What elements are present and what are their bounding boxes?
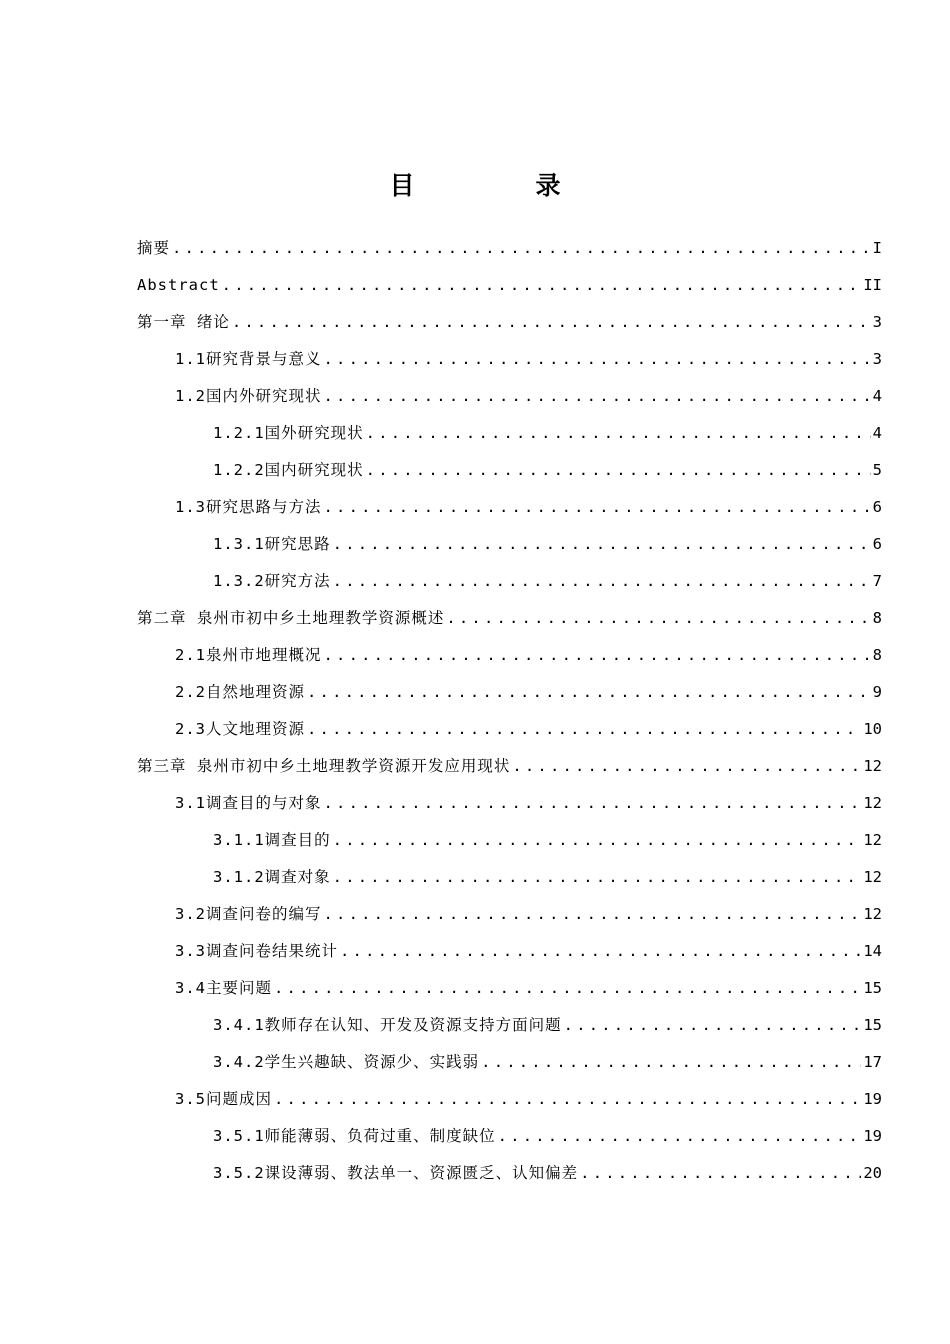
toc-entry[interactable]: [137, 1044, 882, 1081]
toc-entry-page-number: 19: [863, 1090, 882, 1108]
toc-entry[interactable]: [137, 785, 882, 822]
toc-entry-label: 1.3研究思路与方法: [175, 498, 322, 516]
toc-entry-label: 1.3.2研究方法: [213, 572, 331, 590]
toc-entry-page-number: 12: [863, 905, 882, 923]
toc-entry-label: 1.2.2国内研究现状: [213, 461, 364, 479]
toc-title: 目 录: [389, 171, 609, 200]
toc-dot-leader: [324, 637, 871, 674]
toc-entry[interactable]: [137, 822, 882, 859]
toc-entry-label: 3.5.2课设薄弱、教法单一、资源匮乏、认知偏差: [213, 1164, 579, 1182]
toc-entry[interactable]: [137, 859, 882, 896]
toc-entry-page-number: 3: [872, 350, 882, 368]
toc-entry[interactable]: [137, 415, 882, 452]
toc-entry[interactable]: [137, 896, 882, 933]
toc-entry[interactable]: [137, 933, 882, 970]
toc-entry-label: 第一章 绪论: [137, 313, 230, 331]
toc-dot-leader: [333, 859, 862, 896]
toc-dot-leader: [498, 1118, 862, 1155]
toc-dot-leader: [172, 230, 871, 267]
toc-dot-leader: [366, 415, 871, 452]
toc-entry-page-number: 7: [872, 572, 882, 590]
toc-entry-label: 3.1.1调查目的: [213, 831, 331, 849]
toc-entry-label: 3.5问题成因: [175, 1090, 272, 1108]
toc-dot-leader: [333, 822, 862, 859]
toc-entry-page-number: 19: [863, 1127, 882, 1145]
toc-entry[interactable]: [137, 452, 882, 489]
toc-entry-label: 第三章 泉州市初中乡土地理教学资源开发应用现状: [137, 757, 511, 775]
toc-dot-leader: [324, 785, 862, 822]
toc-entry-label: 3.2调查问卷的编写: [175, 905, 322, 923]
toc-entry-page-number: 12: [863, 757, 882, 775]
toc-dot-leader: [222, 267, 862, 304]
toc-dot-leader: [446, 600, 870, 637]
toc-entry-label: 1.1研究背景与意义: [175, 350, 322, 368]
toc-dot-leader: [324, 489, 871, 526]
toc-entry-page-number: 5: [872, 461, 882, 479]
toc-entry[interactable]: [137, 341, 882, 378]
toc-entry-label: 1.2.1国外研究现状: [213, 424, 364, 442]
toc-entry-page-number: 17: [863, 1053, 882, 1071]
toc-dot-leader: [366, 452, 871, 489]
toc-entry-label: 1.2国内外研究现状: [175, 387, 322, 405]
toc-dot-leader: [232, 304, 871, 341]
toc-dot-leader: [340, 933, 861, 970]
toc-dot-leader: [274, 1081, 861, 1118]
toc-entry[interactable]: [137, 637, 882, 674]
toc-dot-leader: [274, 970, 861, 1007]
toc-entry-page-number: 12: [863, 794, 882, 812]
toc-list: [137, 230, 882, 1192]
toc-entry[interactable]: [137, 267, 882, 304]
toc-entry-label: 3.1.2调查对象: [213, 868, 331, 886]
toc-entry[interactable]: [137, 711, 882, 748]
toc-entry[interactable]: [137, 1155, 882, 1192]
toc-entry[interactable]: [137, 748, 882, 785]
toc-entry-label: 3.3调查问卷结果统计: [175, 942, 338, 960]
toc-dot-leader: [564, 1007, 862, 1044]
toc-dot-leader: [481, 1044, 861, 1081]
toc-entry-page-number: 9: [872, 683, 882, 701]
toc-entry[interactable]: [137, 378, 882, 415]
toc-entry-label: 第二章 泉州市初中乡土地理教学资源概述: [137, 609, 445, 627]
toc-entry[interactable]: [137, 230, 882, 267]
toc-entry[interactable]: [137, 674, 882, 711]
toc-entry[interactable]: [137, 526, 882, 563]
toc-entry-label: 2.3人文地理资源: [175, 720, 305, 738]
toc-entry-page-number: 12: [863, 868, 882, 886]
toc-entry-page-number: 15: [863, 1016, 882, 1034]
toc-entry-label: 3.4.2学生兴趣缺、资源少、实践弱: [213, 1053, 480, 1071]
toc-entry-page-number: 8: [872, 646, 882, 664]
toc-entry-page-number: 4: [872, 424, 882, 442]
toc-entry[interactable]: [137, 304, 882, 341]
toc-entry[interactable]: [137, 1118, 882, 1155]
toc-entry[interactable]: [137, 1007, 882, 1044]
toc-entry-label: Abstract: [137, 276, 220, 294]
toc-entry-label: 2.2自然地理资源: [175, 683, 305, 701]
toc-entry[interactable]: [137, 489, 882, 526]
toc-entry-page-number: 8: [872, 609, 882, 627]
toc-entry[interactable]: [137, 970, 882, 1007]
toc-dot-leader: [333, 563, 871, 600]
toc-entry-page-number: 4: [872, 387, 882, 405]
toc-entry-page-number: 3: [872, 313, 882, 331]
toc-entry-label: 3.4主要问题: [175, 979, 272, 997]
toc-entry-label: 3.5.1师能薄弱、负荷过重、制度缺位: [213, 1127, 496, 1145]
toc-entry-page-number: 10: [863, 720, 882, 738]
toc-dot-leader: [324, 896, 862, 933]
toc-dot-leader: [512, 748, 861, 785]
toc-dot-leader: [307, 674, 871, 711]
toc-entry[interactable]: [137, 563, 882, 600]
toc-dot-leader: [324, 378, 871, 415]
toc-entry-page-number: 15: [863, 979, 882, 997]
toc-dot-leader: [333, 526, 871, 563]
toc-entry-page-number: 6: [872, 535, 882, 553]
toc-entry-page-number: 14: [863, 942, 882, 960]
toc-entry-label: 3.4.1教师存在认知、开发及资源支持方面问题: [213, 1016, 562, 1034]
toc-dot-leader: [307, 711, 861, 748]
toc-entry-label: 摘要: [137, 239, 171, 257]
toc-entry-page-number: II: [863, 276, 882, 294]
toc-entry-page-number: 12: [863, 831, 882, 849]
toc-entry[interactable]: [137, 600, 882, 637]
toc-dot-leader: [580, 1155, 861, 1192]
toc-entry-page-number: 20: [863, 1164, 882, 1182]
toc-entry-label: 3.1调查目的与对象: [175, 794, 322, 812]
toc-entry-label: 2.1泉州市地理概况: [175, 646, 322, 664]
toc-dot-leader: [324, 341, 871, 378]
toc-entry-page-number: I: [872, 239, 882, 257]
toc-entry[interactable]: [137, 1081, 882, 1118]
toc-entry-page-number: 6: [872, 498, 882, 516]
toc-entry-label: 1.3.1研究思路: [213, 535, 331, 553]
